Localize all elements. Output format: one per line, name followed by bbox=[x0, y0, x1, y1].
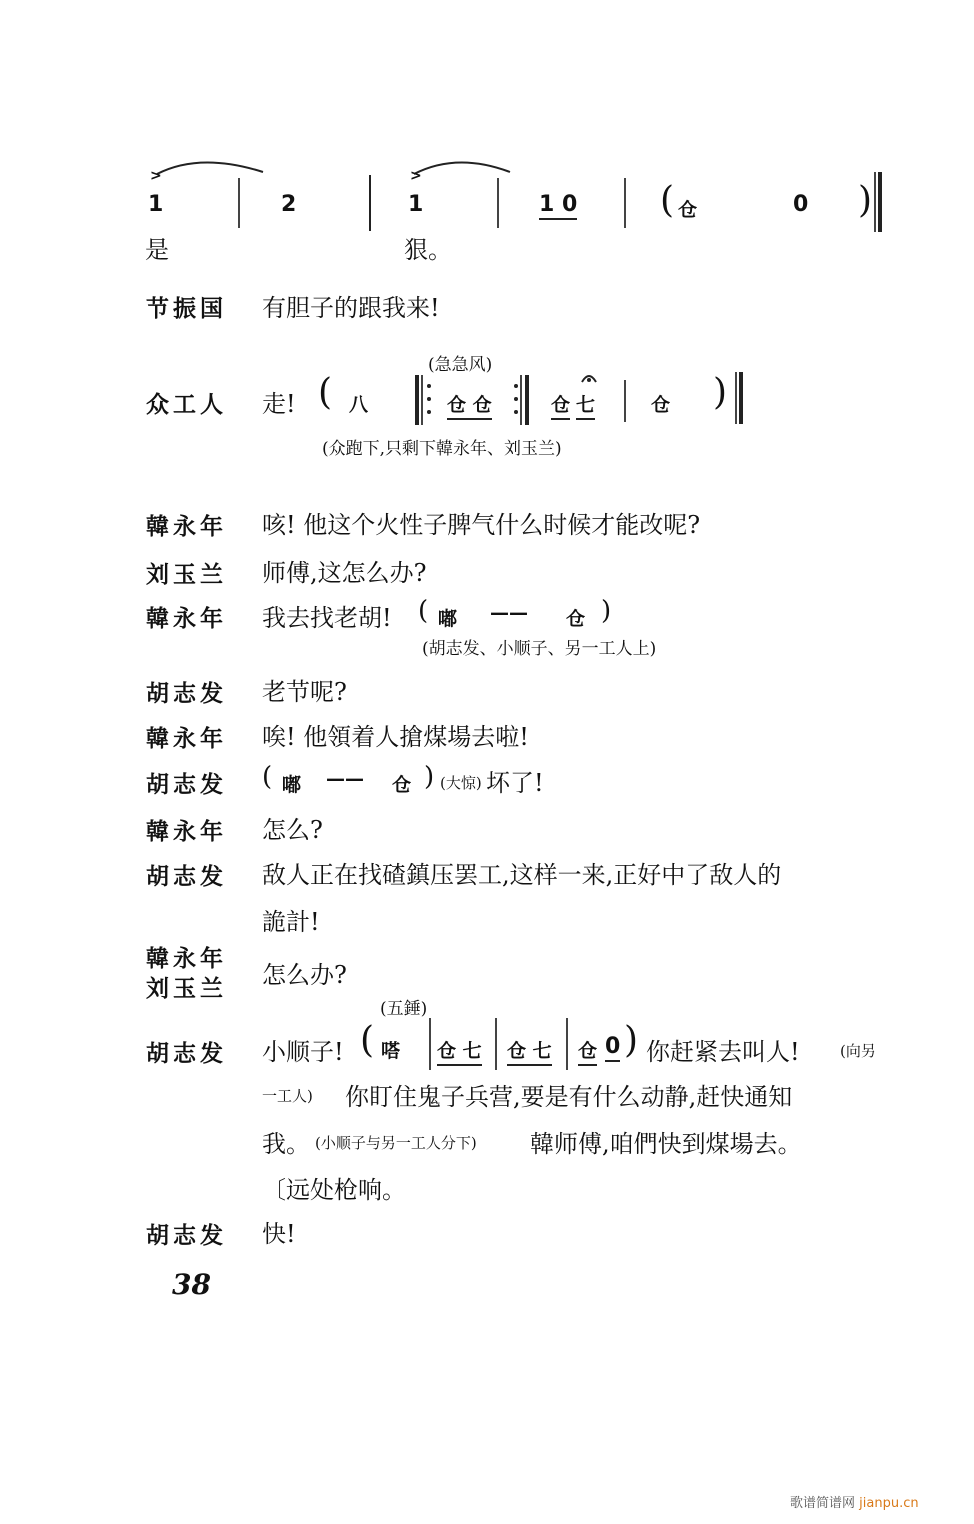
aside: (大惊) bbox=[440, 774, 482, 792]
bar-line bbox=[566, 1018, 568, 1070]
end-bar-thick bbox=[739, 372, 743, 424]
paren-close: ) bbox=[624, 1020, 639, 1061]
gong-syllable: 仓 bbox=[566, 608, 586, 630]
gong-syllable: 仓 bbox=[392, 774, 412, 796]
paren-open: ( bbox=[360, 1020, 375, 1061]
stage-direction: (胡志发、小顺子、另一工人上) bbox=[422, 639, 657, 659]
beat-line bbox=[238, 178, 240, 228]
speaker-name: 韓永年 bbox=[146, 726, 227, 752]
note-underlined: 1 0 bbox=[539, 192, 577, 220]
gong-syllable: 仓 bbox=[551, 390, 570, 420]
beat-line bbox=[497, 178, 499, 228]
speaker-name: 胡志发 bbox=[146, 1223, 227, 1249]
bar-line bbox=[624, 380, 626, 422]
repeat-dot bbox=[427, 397, 431, 401]
page-number: 38 bbox=[172, 1268, 211, 1301]
dialogue-text: 咳! 他这个火性子脾气什么时候才能改呢? bbox=[262, 511, 701, 539]
dialogue-text: 我去找老胡! bbox=[262, 604, 392, 632]
dialogue-text: 怎么? bbox=[262, 816, 323, 844]
speaker-name: 刘玉兰 bbox=[146, 562, 227, 588]
repeat-dot bbox=[514, 410, 518, 414]
speaker-name: 节振国 bbox=[146, 296, 227, 322]
percussion-annotation: (急急风) bbox=[428, 355, 493, 375]
dialogue-text-cont: 詭計! bbox=[262, 908, 320, 936]
slur-2 bbox=[412, 158, 512, 178]
gong-syllable: 仓 bbox=[651, 394, 671, 416]
lyric: 是 bbox=[145, 236, 169, 264]
end-bar-thick bbox=[878, 172, 882, 232]
dialogue-text-cont: 韓师傅,咱們快到煤場去。 bbox=[530, 1130, 802, 1158]
gong-syllable: 七 bbox=[576, 390, 595, 420]
dialogue-text: 坏了! bbox=[486, 769, 544, 797]
paren-close: ) bbox=[424, 762, 435, 792]
speaker-name: 胡志发 bbox=[146, 772, 227, 798]
end-bar-thin bbox=[735, 372, 737, 424]
paren-open: ( bbox=[660, 180, 675, 221]
gong-syllable: 嗒 bbox=[381, 1040, 401, 1062]
aside: 一工人) bbox=[262, 1087, 313, 1105]
gong-syllable: 八 bbox=[349, 394, 369, 416]
dialogue-text: 小顺子! bbox=[262, 1038, 344, 1066]
dash: —— bbox=[326, 768, 364, 790]
watermark-en: jianpu.cn bbox=[859, 1496, 919, 1511]
dialogue-text: 师傅,这怎么办? bbox=[262, 559, 427, 587]
bar-line bbox=[624, 178, 626, 228]
gong-syllable: 仓 bbox=[578, 1036, 597, 1066]
paren-open: ( bbox=[418, 596, 429, 626]
repeat-end-bar bbox=[525, 375, 529, 425]
gong-syllables: 仓 仓 bbox=[447, 390, 492, 420]
aside: (向另 bbox=[840, 1042, 876, 1060]
bar-line bbox=[495, 1018, 497, 1070]
watermark-cn: 歌谱简谱网 bbox=[790, 1496, 856, 1511]
paren-open: ( bbox=[262, 762, 273, 792]
repeat-start-bar-thin bbox=[421, 375, 423, 425]
repeat-end-bar-thin bbox=[520, 375, 522, 425]
speaker-name: 刘玉兰 bbox=[146, 976, 227, 1002]
gong-syllable: 嘟 bbox=[282, 774, 302, 796]
repeat-dot bbox=[514, 384, 518, 388]
dialogue-text: 怎么办? bbox=[262, 961, 347, 989]
speaker-name: 众工人 bbox=[146, 392, 227, 418]
rest: 0 bbox=[605, 1034, 620, 1062]
bar-line bbox=[429, 1018, 431, 1070]
note: 2 bbox=[281, 192, 297, 217]
gong-syllable: 嘟 bbox=[438, 608, 458, 630]
stage-direction: (众跑下,只剩下韓永年、刘玉兰) bbox=[322, 439, 562, 459]
paren-close: ) bbox=[713, 372, 728, 413]
speaker-name: 胡志发 bbox=[146, 864, 227, 890]
dialogue-text: 敌人正在找碴鎮压罢工,这样一来,正好中了敌人的 bbox=[262, 861, 782, 889]
stage-direction: 〔远处枪响。 bbox=[262, 1176, 406, 1204]
dialogue-text: 快! bbox=[262, 1220, 296, 1248]
speaker-name: 韓永年 bbox=[146, 819, 227, 845]
speaker-name: 韓永年 bbox=[146, 946, 227, 972]
slur-1 bbox=[155, 158, 265, 178]
percussion-annotation: (五錘) bbox=[380, 999, 428, 1019]
dialogue-text: 有胆子的跟我来! bbox=[262, 294, 440, 322]
accent-mark-1: > bbox=[150, 168, 162, 184]
speaker-name: 韓永年 bbox=[146, 514, 227, 540]
dialogue-text: 走! bbox=[262, 390, 296, 418]
end-bar-thin bbox=[874, 172, 876, 232]
gong-syllable: 仓 bbox=[678, 199, 698, 221]
speaker-name: 胡志发 bbox=[146, 1041, 227, 1067]
rest: 0 bbox=[793, 192, 809, 217]
accent-mark-2: > bbox=[410, 168, 422, 184]
repeat-dot bbox=[427, 410, 431, 414]
repeat-dot bbox=[427, 384, 431, 388]
note: 1 bbox=[408, 192, 424, 217]
gong-syllables: 仓 七 bbox=[437, 1036, 482, 1066]
paren-close: ) bbox=[858, 180, 873, 221]
paren-open: ( bbox=[318, 372, 333, 413]
dialogue-text: 老节呢? bbox=[262, 678, 347, 706]
note: 1 bbox=[148, 192, 164, 217]
dialogue-text: 唉! 他領着人搶煤場去啦! bbox=[262, 723, 529, 751]
dialogue-text-cont: 我。 bbox=[262, 1130, 310, 1158]
aside: (小顺子与另一工人分下) bbox=[315, 1134, 477, 1152]
dash: —— bbox=[490, 602, 528, 624]
dialogue-text-cont: 你盯住鬼子兵营,要是有什么动静,赶快通知 bbox=[345, 1083, 793, 1111]
gong-syllables: 仓 七 bbox=[507, 1036, 552, 1066]
repeat-start-bar bbox=[415, 375, 419, 425]
repeat-dot bbox=[514, 397, 518, 401]
speaker-name: 胡志发 bbox=[146, 681, 227, 707]
watermark bbox=[790, 1492, 919, 1511]
lyric: 狠。 bbox=[404, 236, 452, 264]
fermata-icon bbox=[580, 370, 598, 384]
dialogue-text: 你赶紧去叫人! bbox=[646, 1038, 800, 1066]
bar-line bbox=[369, 175, 371, 231]
paren-close: ) bbox=[601, 596, 612, 626]
speaker-name: 韓永年 bbox=[146, 606, 227, 632]
